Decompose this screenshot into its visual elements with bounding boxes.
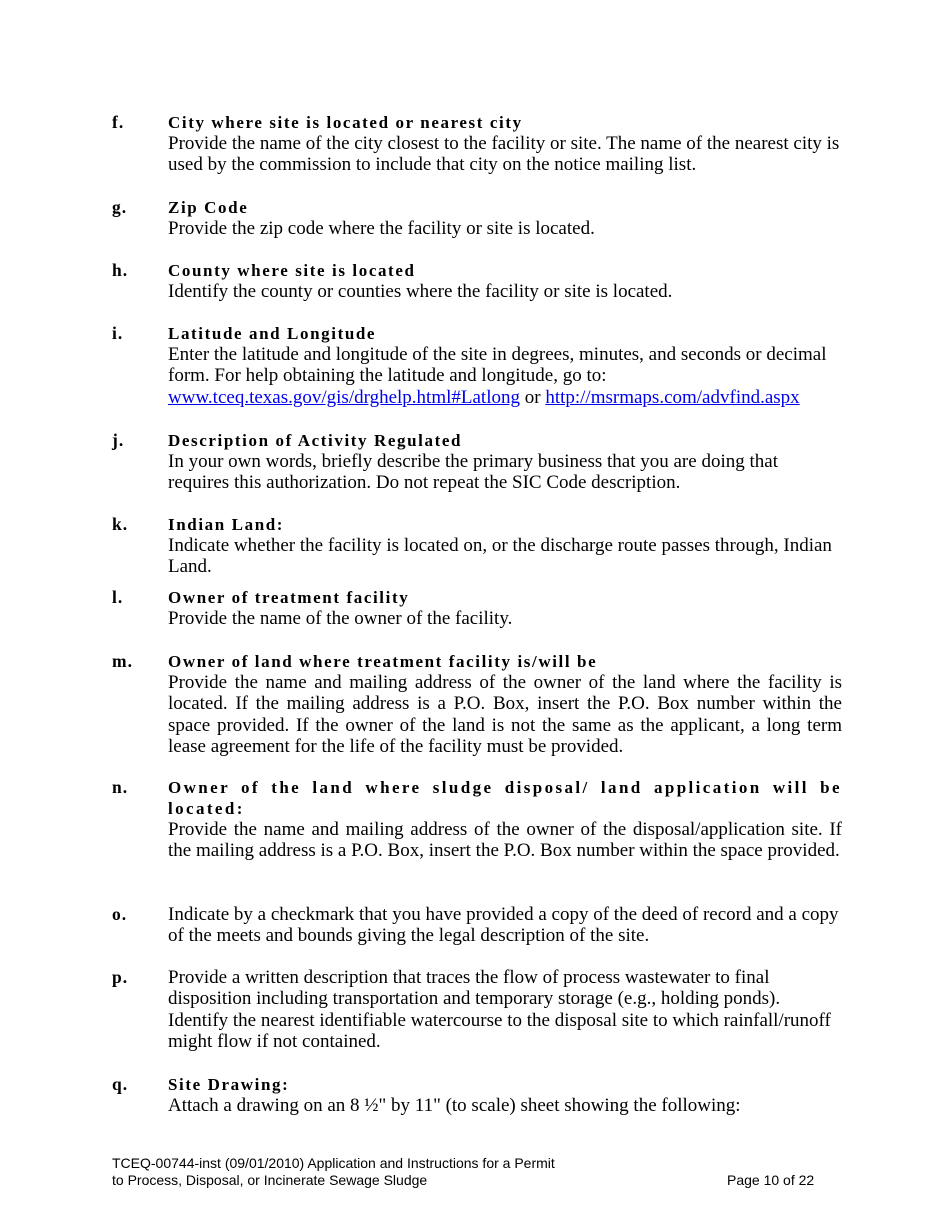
item-body: Provide the zip code where the facility or site is located. [168, 218, 595, 239]
item-letter: j. [112, 430, 125, 450]
item-body: Provide the name and mailing address of the owner of the land where the facility is located. If the mailing address is a P.O. Box, insert the P.O. Box number within the space provided. If the owner of the land is not the same as the applicant, a long term lease agreement for the life of the facility must be provided. [168, 672, 842, 758]
msrmaps-link[interactable]: http://msrmaps.com/advfind.aspx [545, 386, 800, 408]
section-p [112, 967, 842, 1053]
section-f [112, 112, 842, 176]
item-heading: Description of Activity Regulated [168, 431, 463, 450]
section-n [112, 777, 842, 862]
item-letter: k. [112, 514, 129, 534]
item-body: Identify the county or counties where the facility or site is located. [168, 281, 673, 302]
item-body [168, 344, 828, 387]
section-k [112, 514, 842, 578]
item-letter: l. [112, 587, 124, 607]
footer-line-2: to Process, Disposal, or Incinerate Sewage Sludge [112, 1171, 428, 1188]
section-i [112, 323, 892, 408]
item-letter: f. [112, 112, 125, 132]
item-heading: Owner of land where treatment facility is/will be [168, 652, 598, 671]
section-h [112, 260, 842, 302]
page-number: Page 10 of 22 [727, 1172, 815, 1188]
footer-form-info [112, 1155, 555, 1188]
section-m [112, 651, 842, 758]
item-heading: Latitude and Longitude [168, 324, 377, 343]
item-letter: p. [112, 967, 129, 987]
item-heading: Site Drawing: [168, 1075, 290, 1094]
item-heading: County where site is located [168, 261, 416, 280]
item-heading: City where site is located or nearest city [168, 113, 523, 132]
item-body: Provide a written description that traces the flow of process wastewater to final disposition including transportation and temporary storage (e.g., holding ponds). Identify the nearest identifiable watercourse to the disposal site to which rainfall/runoff might flow if not contained. [168, 967, 831, 1053]
link-line [168, 387, 892, 408]
latlong-link[interactable]: www.tceq.texas.gov/gis/drghelp.html#Latlong [168, 386, 520, 408]
item-letter: q. [112, 1074, 129, 1094]
section-j [112, 430, 842, 494]
item-letter: o. [112, 904, 128, 924]
item-heading: Zip Code [168, 198, 249, 217]
section-g [112, 197, 842, 239]
item-heading: Indian Land: [168, 515, 285, 534]
section-l [112, 587, 842, 629]
item-letter: h. [112, 260, 129, 280]
item-body: Indicate by a checkmark that you have provided a copy of the deed of record and a copy of the meets and bounds giving the legal description of the site. [168, 904, 839, 947]
item-body: In your own words, briefly describe the primary business that you are doing that requires this authorization. Do not repeat the SIC Code description. [168, 451, 778, 494]
footer-line-1: TCEQ-00744-inst (09/01/2010) Application and Instructions for a Permit [112, 1155, 555, 1171]
item-body: Indicate whether the facility is located on, or the discharge route passes through, Indian Land. [168, 535, 832, 578]
item-body: Attach a drawing on an 8 ½" by 11" (to scale) sheet showing the following: [168, 1095, 741, 1116]
item-heading: Owner of the land where sludge disposal/ land application will be located: [168, 778, 842, 818]
item-letter: n. [112, 777, 129, 797]
item-heading: Owner of treatment facility [168, 588, 410, 607]
item-body-text: Enter the latitude and longitude of the site in degrees, minutes, and seconds or decimal form. For help obtaining the latitude and longitude, go to: [168, 344, 827, 387]
item-body: Provide the name of the city closest to the facility or site. The name of the nearest city is used by the commission to include that city on the notice mailing list. [168, 133, 840, 176]
item-letter: g. [112, 197, 128, 217]
section-q [112, 1074, 842, 1116]
item-letter: i. [112, 323, 124, 343]
item-body: Provide the name and mailing address of the owner of the disposal/application site. If the mailing address is a P.O. Box, insert the P.O. Box number within the space provided. [168, 819, 842, 862]
link-separator: or [519, 386, 546, 408]
item-body: Provide the name of the owner of the facility. [168, 608, 513, 629]
section-o [112, 904, 842, 947]
item-letter: m. [112, 651, 133, 671]
